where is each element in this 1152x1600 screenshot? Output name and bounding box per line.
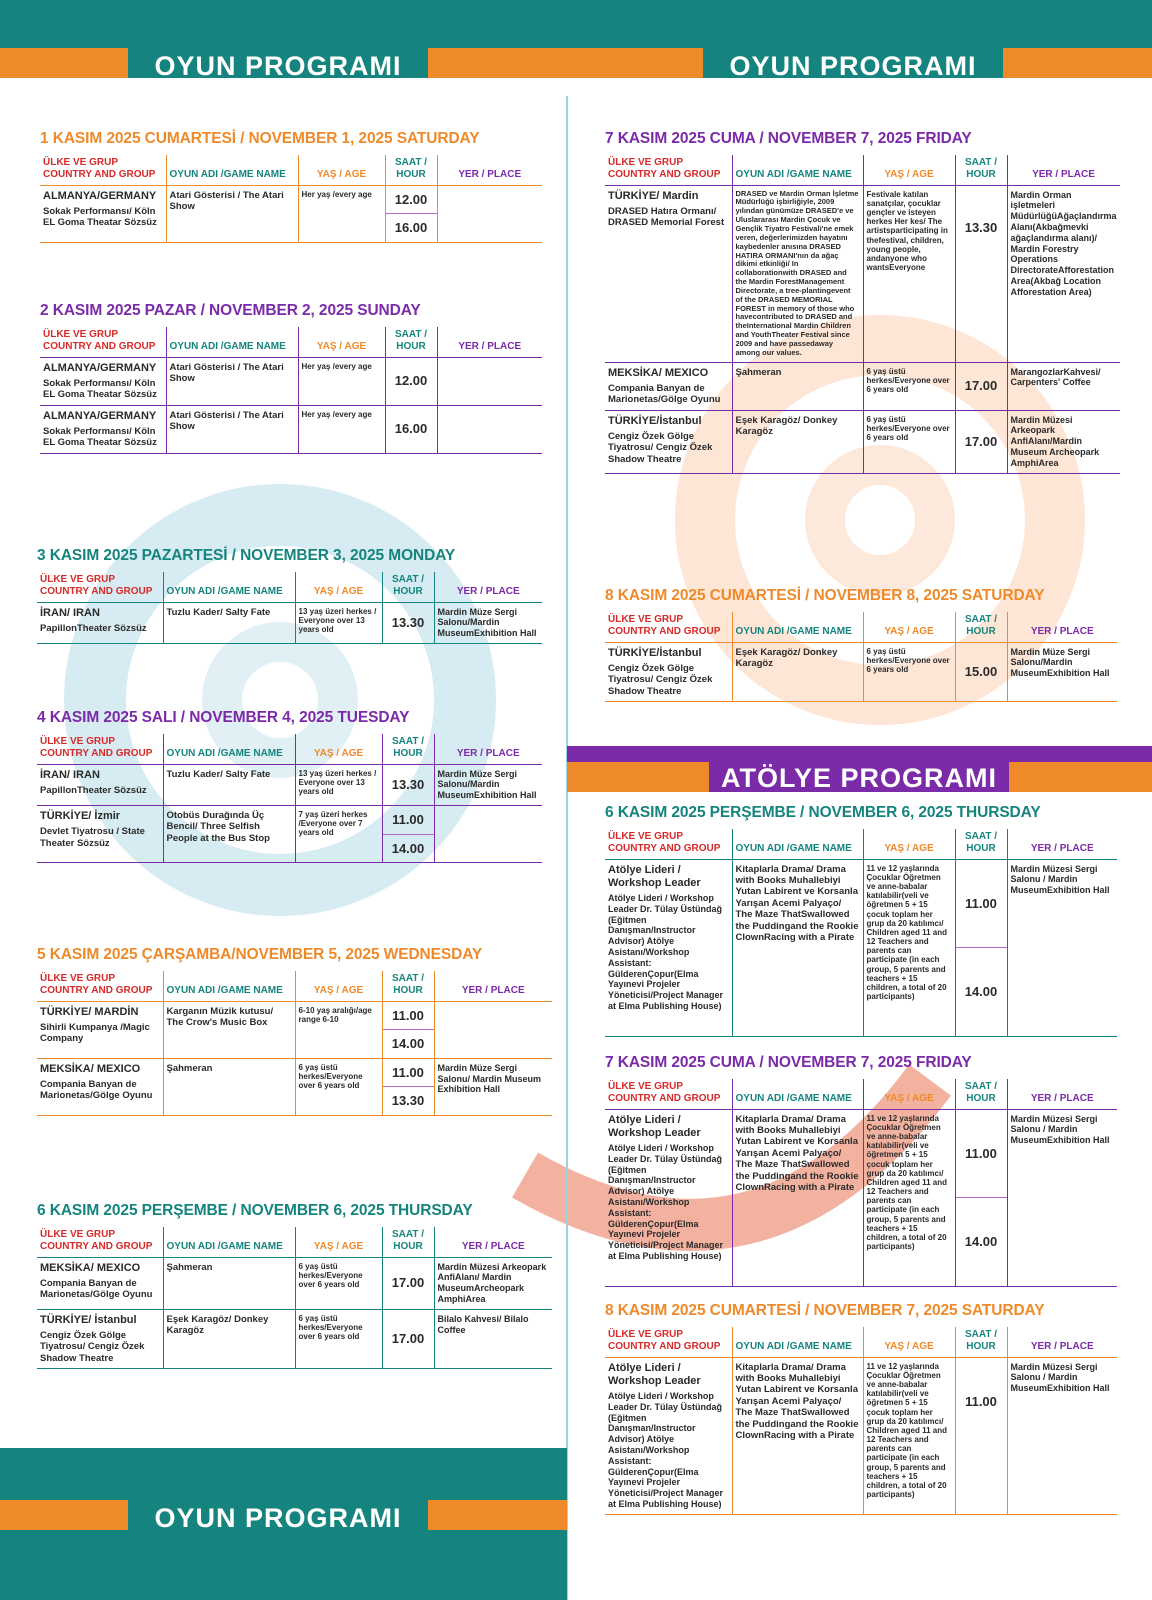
section-title: 4 KASIM 2025 SALI / NOVEMBER 4, 2025 TUESDAY [37, 709, 410, 726]
banner-title: OYUN PROGRAMI [154, 1503, 402, 1533]
section-title: 6 KASIM 2025 PERŞEMBE / NOVEMBER 6, 2025 THURSDAY [37, 1202, 473, 1219]
table-row: İRAN/ IRAN PapillonTheater Sözsüz Tuzlu Kader/ Salty Fate 13 yaş üzeri herkes / Everyone over 13 years old 13.30 Mardin Müze Sergi Salonu/Mardin MuseumExhibition Hall [37, 764, 542, 805]
table-header: ÜLKE VE GRUP COUNTRY AND GROUP OYUN ADI /GAME NAME YAŞ / AGE SAAT / HOUR YER / PLACE [605, 612, 1117, 643]
table-row: TÜRKİYE/İstanbul Cengiz Özek Gölge Tiyatrosu/ Cengiz Özek Shadow Theatre Eşek Karagöz/ Donkey Karagöz 6 yaş üstü herkes/Everyone over 6 years old 17.00 Mardin Müzesi Arkeopark AnfiAlanı/Mardin Museum Archeopark AmphiArea [605, 410, 1120, 473]
table-row: TÜRKİYE/ İstanbul Cengiz Özek Gölge Tiyatrosu/ Cengiz Özek Shadow Theatre Eşek Karagöz/ Donkey Karagöz 6 yaş üstü herkes/Everyone over 6 years old 17.00 Bilalo Kahvesi/ Bilalo Coffee [37, 1309, 552, 1368]
schedule-table [605, 1327, 1117, 1515]
section-title: 3 KASIM 2025 PAZARTESİ / NOVEMBER 3, 2025 MONDAY [37, 547, 456, 564]
schedule-nov-4 [37, 709, 542, 863]
table-row: MEKSİKA/ MEXICO Compania Banyan de Marionetas/Gölge Oyunu Şahmeran 6 yaş üstü herkes/Everyone over 6 years old 17.00 Mardin Müzesi Arkeopark AnfiAlanı/ Mardin MuseumArcheopark AmphiArea [37, 1257, 552, 1309]
schedule-nov-8 [605, 587, 1117, 702]
table-header: ÜLKE VE GRUP COUNTRY AND GROUP OYUN ADI /GAME NAME YAŞ / AGE SAAT / HOUR YER / PLACE [37, 1227, 552, 1258]
schedule-table [37, 1227, 552, 1370]
table-row: Atölye Lideri / Workshop Leader Atölye Lideri / Workshop Leader Dr. Tülay Üstündağ (Eğitmen Danışman/Instructor Advisor) Atölye Asistanı/Workshop Assistant: GülderenÇopur(Elma Yayınevi Projeler Yöneticisi/Project Manager at Elma Publishing House) Kitaplarla Drama/ Drama with Books Muhallebiyi Yutan Labirent ve Korsanla Yarışan Acemi Palyaço/ The Maze ThatSwallowed the Puddingand the Rookie ClownRacing with a Pirate 11 ve 12 yaşlarında Çocuklar Öğretmen ve anne-babalar katılabilir(veli ve öğretmen 5 + 15 çocuk toplam her grup da 20 katılımcı/ Children aged 11 and 12 Teachers and parents can participate (in each group, 5 parents and teachers + 15 children, a total of 20 participants) 11.00 Mardin Müzesi Sergi Salonu / Mardin MuseumExhibition Hall [605, 1357, 1117, 1514]
workshop-nov-6 [605, 804, 1117, 1037]
workshop-nov-8 [605, 1302, 1117, 1515]
table-row: TÜRKİYE/İstanbul Cengiz Özek Gölge Tiyatrosu/ Cengiz Özek Shadow Theatre Eşek Karagöz/ Donkey Karagöz 6 yaş üstü herkes/Everyone over 6 years old 15.00 Mardin Müze Sergi Salonu/Mardin MuseumExhibition Hall [605, 642, 1117, 701]
section-title: 7 KASIM 2025 CUMA / NOVEMBER 7, 2025 FRIDAY [605, 130, 972, 147]
schedule-table [37, 572, 542, 644]
table-header: ÜLKE VE GRUP COUNTRY AND GROUP OYUN ADI /GAME NAME YAŞ / AGE SAAT / HOUR YER / PLACE [40, 327, 542, 358]
table-row: TÜRKİYE/ İzmir Devlet Tiyatrosu / State Theater Sözsüz Otobüs Durağında Üç Bencil/ Three Selfish People at the Bus Stop 7 yaş üzeri herkes /Everyone over 7 years old 11.00 14.00 [37, 805, 542, 862]
table-row: ALMANYA/GERMANY Sokak Performansı/ Köln EL Goma Theatar Sözsüz Atari Gösterisi / The Atari Show Her yaş /every age 12.00 16.00 [40, 185, 542, 242]
table-row: MEKSİKA/ MEXICO Compania Banyan de Marionetas/Gölge Oyunu Şahmeran 6 yaş üstü herkes/Everyone over 6 years old 11.00 13.30 Mardin Müze Sergi Salonu/ Mardin Museum Exhibition Hall [37, 1058, 552, 1115]
table-row: TÜRKİYE/ MARDİN Sihirli Kumpanya /Magic Company Karganın Müzik kutusu/ The Crow's Music Box 6-10 yaş aralığı/age range 6-10 11.00 14.00 [37, 1001, 552, 1058]
table-row: Atölye Lideri / Workshop Leader Atölye Lideri / Workshop Leader Dr. Tülay Üstündağ (Eğitmen Danışman/Instructor Advisor) Atölye Asistanı/Workshop Assistant: GülderenÇopur(Elma Yayınevi Projeler Yöneticisi/Project Manager at Elma Publishing House) Kitaplarla Drama/ Drama with Books Muhallebiyi Yutan Labirent ve Korsanla Yarışan Acemi Palyaço/ The Maze ThatSwallowed the Puddingand the Rookie ClownRacing with a Pirate 11 ve 12 yaşlarında Çocuklar Öğretmen ve anne-babalar katılabilir(veli ve öğretmen 5 + 15 çocuk toplam her grup da 20 katılımcı/ Children aged 11 and 12 Teachers and parents can participate (in each group, 5 parents and teachers + 15 children, a total of 20 participants) 11.00 14.00 Mardin Müzesi Sergi Salonu / Mardin MuseumExhibition Hall [605, 1109, 1117, 1286]
schedule-table [40, 327, 542, 454]
top-left-banner [0, 0, 567, 81]
table-header: ÜLKE VE GRUP COUNTRY AND GROUP OYUN ADI /GAME NAME YAŞ / AGE SAAT / HOUR YER / PLACE [37, 734, 542, 765]
table-row: ALMANYA/GERMANY Sokak Performansı/ Köln EL Goma Theatar Sözsüz Atari Gösterisi / The Atari Show Her yaş /every age 16.00 [40, 405, 542, 453]
table-row: ALMANYA/GERMANY Sokak Performansı/ Köln EL Goma Theatar Sözsüz Atari Gösterisi / The Atari Show Her yaş /every age 12.00 [40, 357, 542, 405]
table-header: ÜLKE VE GRUP COUNTRY AND GROUP OYUN ADI /GAME NAME YAŞ / AGE SAAT / HOUR YER / PLACE [605, 1327, 1117, 1358]
schedule-table [605, 829, 1117, 1037]
table-header: ÜLKE VE GRUP COUNTRY AND GROUP OYUN ADI /GAME NAME YAŞ / AGE SAAT / HOUR YER / PLACE [605, 155, 1120, 186]
section-title: 1 KASIM 2025 CUMARTESİ / NOVEMBER 1, 2025 SATURDAY [40, 130, 480, 147]
workshop-nov-7 [605, 1054, 1117, 1287]
section-title: 8 KASIM 2025 CUMARTESİ / NOVEMBER 8, 2025 SATURDAY [605, 587, 1045, 604]
schedule-table [605, 612, 1117, 702]
top-right-banner [567, 0, 1152, 81]
section-title: 8 KASIM 2025 CUMARTESİ / NOVEMBER 7, 2025 SATURDAY [605, 1302, 1045, 1319]
section-title: 2 KASIM 2025 PAZAR / NOVEMBER 2, 2025 SUNDAY [40, 302, 421, 319]
table-header: ÜLKE VE GRUP COUNTRY AND GROUP OYUN ADI /GAME NAME YAŞ / AGE SAAT / HOUR YER / PLACE [37, 971, 552, 1002]
banner-title: OYUN PROGRAMI [729, 51, 977, 81]
banner-title: OYUN PROGRAMI [154, 51, 402, 81]
section-title: 6 KASIM 2025 PERŞEMBE / NOVEMBER 6, 2025 THURSDAY [605, 804, 1041, 821]
schedule-nov-5 [37, 946, 552, 1116]
table-row: MEKSİKA/ MEXICO Compania Banyan de Marionetas/Gölge Oyunu Şahmeran 6 yaş üstü herkes/Everyone over 6 years old 17.00 MarangozlarKahvesi/ Carpenters' Coffee [605, 362, 1120, 410]
table-row: TÜRKİYE/ Mardin DRASED Hatıra Ormanı/ DRASED Memorial Forest DRASED ve Mardin Orman İşletme Müdürlüğü işbirliğiyle, 2009 yılından günümüze DRASED'e ve Uluslararası Mardin Çocuk ve Gençlik Tiyatro Festivali'ne emek veren, değerlerimizden hayatını kaybedenler anısına DRASED HATIRA ORMANI'nın da ağaç dikimi etkinliği/ In collaborationwith DRASED and the Mardin ForestManagement Directorate, a tree-plantingevent of the DRASED MEMORIAL FOREST in memory of those who havecontributed to DRASED and theInternational Mardin Children and YouthTheater Festival since 2009 and have passedaway among our values. Festivale katılan sanatçılar, çocuklar gençler ve isteyen herkes Her kes/ The artistsparticipating in thefestival, children, young people, andanyone who wantsEveryone 13.30 Mardin Orman işletmeleri MüdürlüğüAğaçlandırma Alanı(Akbağmevki ağaçlandırma alanı)/ Mardin Forestry Operations DirectorateAfforestation Area(Akbağ Location Afforestation Area) [605, 185, 1120, 362]
schedule-nov-1 [40, 130, 542, 243]
schedule-nov-3 [37, 547, 542, 644]
table-row: İRAN/ IRAN PapillonTheater Sözsüz Tuzlu Kader/ Salty Fate 13 yaş üzeri herkes / Everyone over 13 years old 13.30 Mardin Müze Sergi Salonu/Mardin MuseumExhibition Hall [37, 602, 542, 643]
table-header: ÜLKE VE GRUP COUNTRY AND GROUP OYUN ADI /GAME NAME YAŞ / AGE SAAT / HOUR YER / PLACE [37, 572, 542, 603]
workshop-banner [567, 746, 1152, 792]
schedule-table [37, 734, 542, 864]
schedule-table [37, 971, 552, 1116]
table-row: Atölye Lideri / Workshop Leader Atölye Lideri / Workshop Leader Dr. Tülay Üstündağ (Eğitmen Danışman/Instructor Advisor) Atölye Asistanı/Workshop Assistant: GülderenÇopur(Elma Yayınevi Projeler Yöneticisi/Project Manager at Elma Publishing House) Kitaplarla Drama/ Drama with Books Muhallebiyi Yutan Labirent ve Korsanla Yarışan Acemi Palyaço/ The Maze ThatSwallowed the Puddingand the Rookie ClownRacing with a Pirate 11 ve 12 yaşlarında Çocuklar Öğretmen ve anne-babalar katılabilir(veli ve öğretmen 5 + 15 çocuk toplam her grup da 20 katılımcı/ Children aged 11 and 12 Teachers and parents can participate (in each group, 5 parents and teachers + 15 children, a total of 20 participants) 11.00 14.00 Mardin Müzesi Sergi Salonu / Mardin MuseumExhibition Hall [605, 859, 1117, 1036]
table-header: ÜLKE VE GRUP COUNTRY AND GROUP OYUN ADI /GAME NAME YAŞ / AGE SAAT / HOUR YER / PLACE [605, 1079, 1117, 1110]
section-title: 7 KASIM 2025 CUMA / NOVEMBER 7, 2025 FRIDAY [605, 1054, 972, 1071]
table-header: ÜLKE VE GRUP COUNTRY AND GROUP OYUN ADI /GAME NAME YAŞ / AGE SAAT / HOUR YER / PLACE [40, 155, 542, 186]
schedule-table [605, 1079, 1117, 1287]
section-title: 5 KASIM 2025 ÇARŞAMBA/NOVEMBER 5, 2025 WEDNESDAY [37, 946, 483, 963]
schedule-table [40, 155, 542, 243]
schedule-nov-6 [37, 1202, 552, 1369]
banner-title: ATÖLYE PROGRAMI [720, 763, 998, 793]
table-header: ÜLKE VE GRUP COUNTRY AND GROUP OYUN ADI /GAME NAME YAŞ / AGE SAAT / HOUR YER / PLACE [605, 829, 1117, 860]
schedule-nov-2 [40, 302, 542, 454]
schedule-nov-7 [605, 130, 1120, 474]
schedule-table [605, 155, 1120, 474]
bottom-left-banner [0, 1448, 567, 1600]
